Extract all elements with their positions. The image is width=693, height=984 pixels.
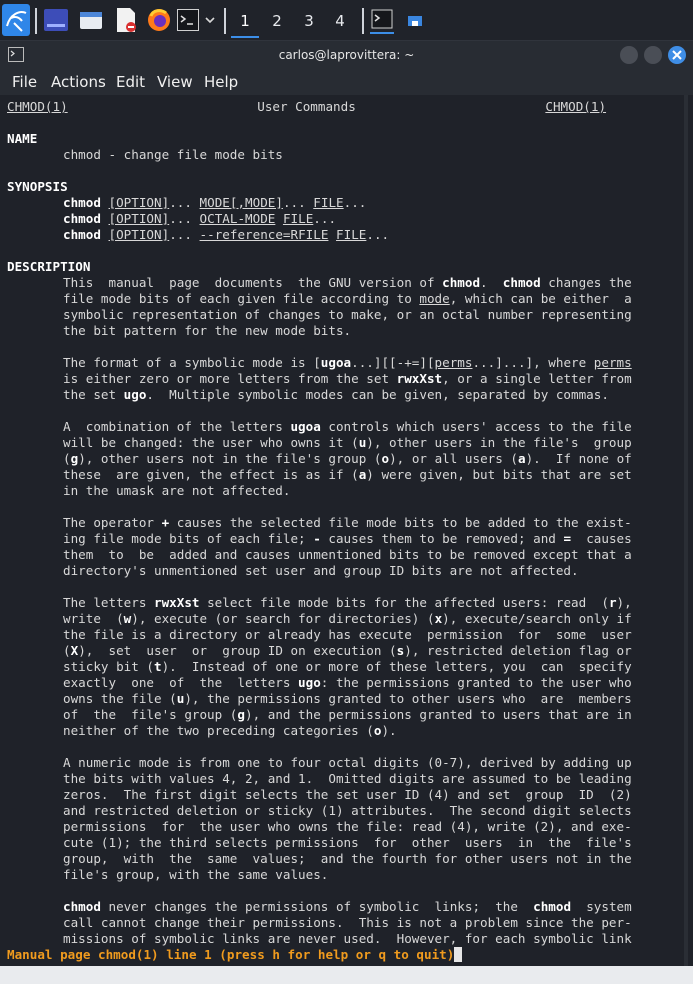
workspace-1-button[interactable]: 1 [231,6,259,38]
man-line: SYNOPSIS [7,179,68,194]
man-line: chmod - change file mode bits [63,147,283,162]
taskbar [0,0,693,41]
man-line: file mode bits of each given file according to mode, which can be either a [63,291,632,306]
taskbar-separator [35,8,37,34]
menu-edit[interactable]: Edit [116,73,146,91]
man-line: the set ugo. Multiple symbolic modes can be given, separated by commas. [63,387,609,402]
man-line: file's group, with the same values. [63,867,329,882]
minimize-button[interactable] [620,46,638,64]
man-line: chmod [OPTION]... OCTAL-MODE FILE... [63,211,337,226]
desktop-bottom-edge [0,966,693,984]
pager-status-line: Manual page chmod(1) line 1 (press h for help or q to quit) [7,947,462,963]
man-line: the file is a directory or already has execute permission for some user [63,627,632,642]
terminal-task-button[interactable] [370,8,394,34]
menu-file[interactable]: File [12,73,38,91]
man-line: zeros. The first digit selects the set user ID (4) and set group ID (2) [63,787,632,802]
man-line: of the file's group (g), and the permissions granted to users that are in [63,707,632,722]
workspace-3-button[interactable]: 3 [304,12,314,30]
man-line: symbolic representation of changes to make, or an octal number representing [63,307,632,322]
menu-help[interactable]: Help [204,73,239,91]
taskbar-separator [362,8,364,34]
man-line: chmod never changes the permissions of symbolic links; the chmod system [63,899,632,914]
workspace-2-button[interactable]: 2 [272,12,282,30]
man-line: chmod [OPTION]... MODE[,MODE]... FILE... [63,195,367,210]
man-line: (g), other users not in the file's group (o), or all users (a). If none of [63,451,632,466]
man-line: The letters rwxXst select file mode bits for the affected users: read (r), [63,595,632,610]
man-line: DESCRIPTION [7,259,91,274]
man-line: The format of a symbolic mode is [ugoa...][[-+=][perms...]...], where perms [63,355,632,370]
menu-view[interactable]: View [157,73,193,91]
chevron-down-icon[interactable] [204,12,216,28]
man-line: and restricted deletion or sticky (1) attributes. The second digit selects [63,803,632,818]
show-desktop-icon[interactable] [44,9,68,31]
menubar [0,69,693,95]
man-line: permissions for the user who owns the file: read (4), write (2), and exe- [63,819,632,834]
workspace-4-button[interactable]: 4 [335,12,345,30]
man-line: write (w), execute (or search for directories) (x), execute/search only if [63,611,632,626]
man-line: missions of symbolic links are never used. However, for each symbolic link [63,931,632,946]
home-folder-task-icon[interactable] [406,12,424,28]
man-line: call cannot change their permissions. This is not a problem since the per- [63,915,632,930]
man-line: NAME [7,131,38,146]
man-line: the bit pattern for the new mode bits. [63,323,352,338]
man-line: A numeric mode is from one to four octal digits (0-7), derived by adding up [63,755,632,770]
file-manager-icon[interactable] [79,9,103,31]
man-line: chmod [OPTION]... --reference=RFILE FILE... [63,227,390,242]
man-line: cute (1); the third selects permissions for other users in the file's [63,835,632,850]
man-line: owns the file (u), the permissions granted to other users who are members [63,691,632,706]
window-titlebar [0,41,693,69]
man-line: neither of the two preceding categories (o). [63,723,397,738]
close-button[interactable] [668,46,686,64]
man-line: in the umask are not affected. [63,483,291,498]
kali-menu-icon[interactable] [2,4,30,36]
man-line: A combination of the letters ugoa controls which users' access to the file [63,419,632,434]
firefox-icon[interactable] [147,8,171,32]
terminal-output[interactable] [0,95,693,966]
menu-actions[interactable]: Actions [51,73,106,91]
man-line: the bits with values 4, 2, and 1. Omitted digits are assumed to be leading [63,771,632,786]
man-line: This manual page documents the GNU version of chmod. chmod changes the [63,275,632,290]
man-line: exactly one of the letters ugo: the permissions granted to the user who [63,675,632,690]
man-line: will be changed: the user who owns it (u), other users in the file's group [63,435,632,450]
man-line: directory's unmentioned set user and group ID bits are not affected. [63,563,579,578]
taskbar-separator [224,8,226,34]
maximize-button[interactable] [644,46,662,64]
man-line: is either zero or more letters from the set rwxXst, or a single letter from [63,371,632,386]
terminal-cursor [454,947,462,962]
terminal-scrollbar[interactable] [684,95,688,966]
man-line: these are given, the effect is as if (a) were given, but bits that are set [63,467,632,482]
man-line: (X), set user or group ID on execution (s), restricted deletion flag or [63,643,632,658]
man-line: them to be added and causes unmentioned bits to be removed except that a [63,547,632,562]
man-line: sticky bit (t). Instead of one or more of these letters, you can specify [63,659,632,674]
man-line: group, with the same values; and the fourth for other users not in the [63,851,632,866]
man-line: ing file mode bits of each file; - causes them to be removed; and = causes [63,531,632,546]
close-icon [668,46,686,64]
terminal-icon[interactable] [177,9,199,31]
man-line: CHMOD(1) User Commands CHMOD(1) [7,99,607,114]
text-editor-icon[interactable] [114,7,138,33]
window-title: carlos@laprovittera: ~ [278,48,415,62]
man-line: The operator + causes the selected file mode bits to be added to the exist- [63,515,632,530]
